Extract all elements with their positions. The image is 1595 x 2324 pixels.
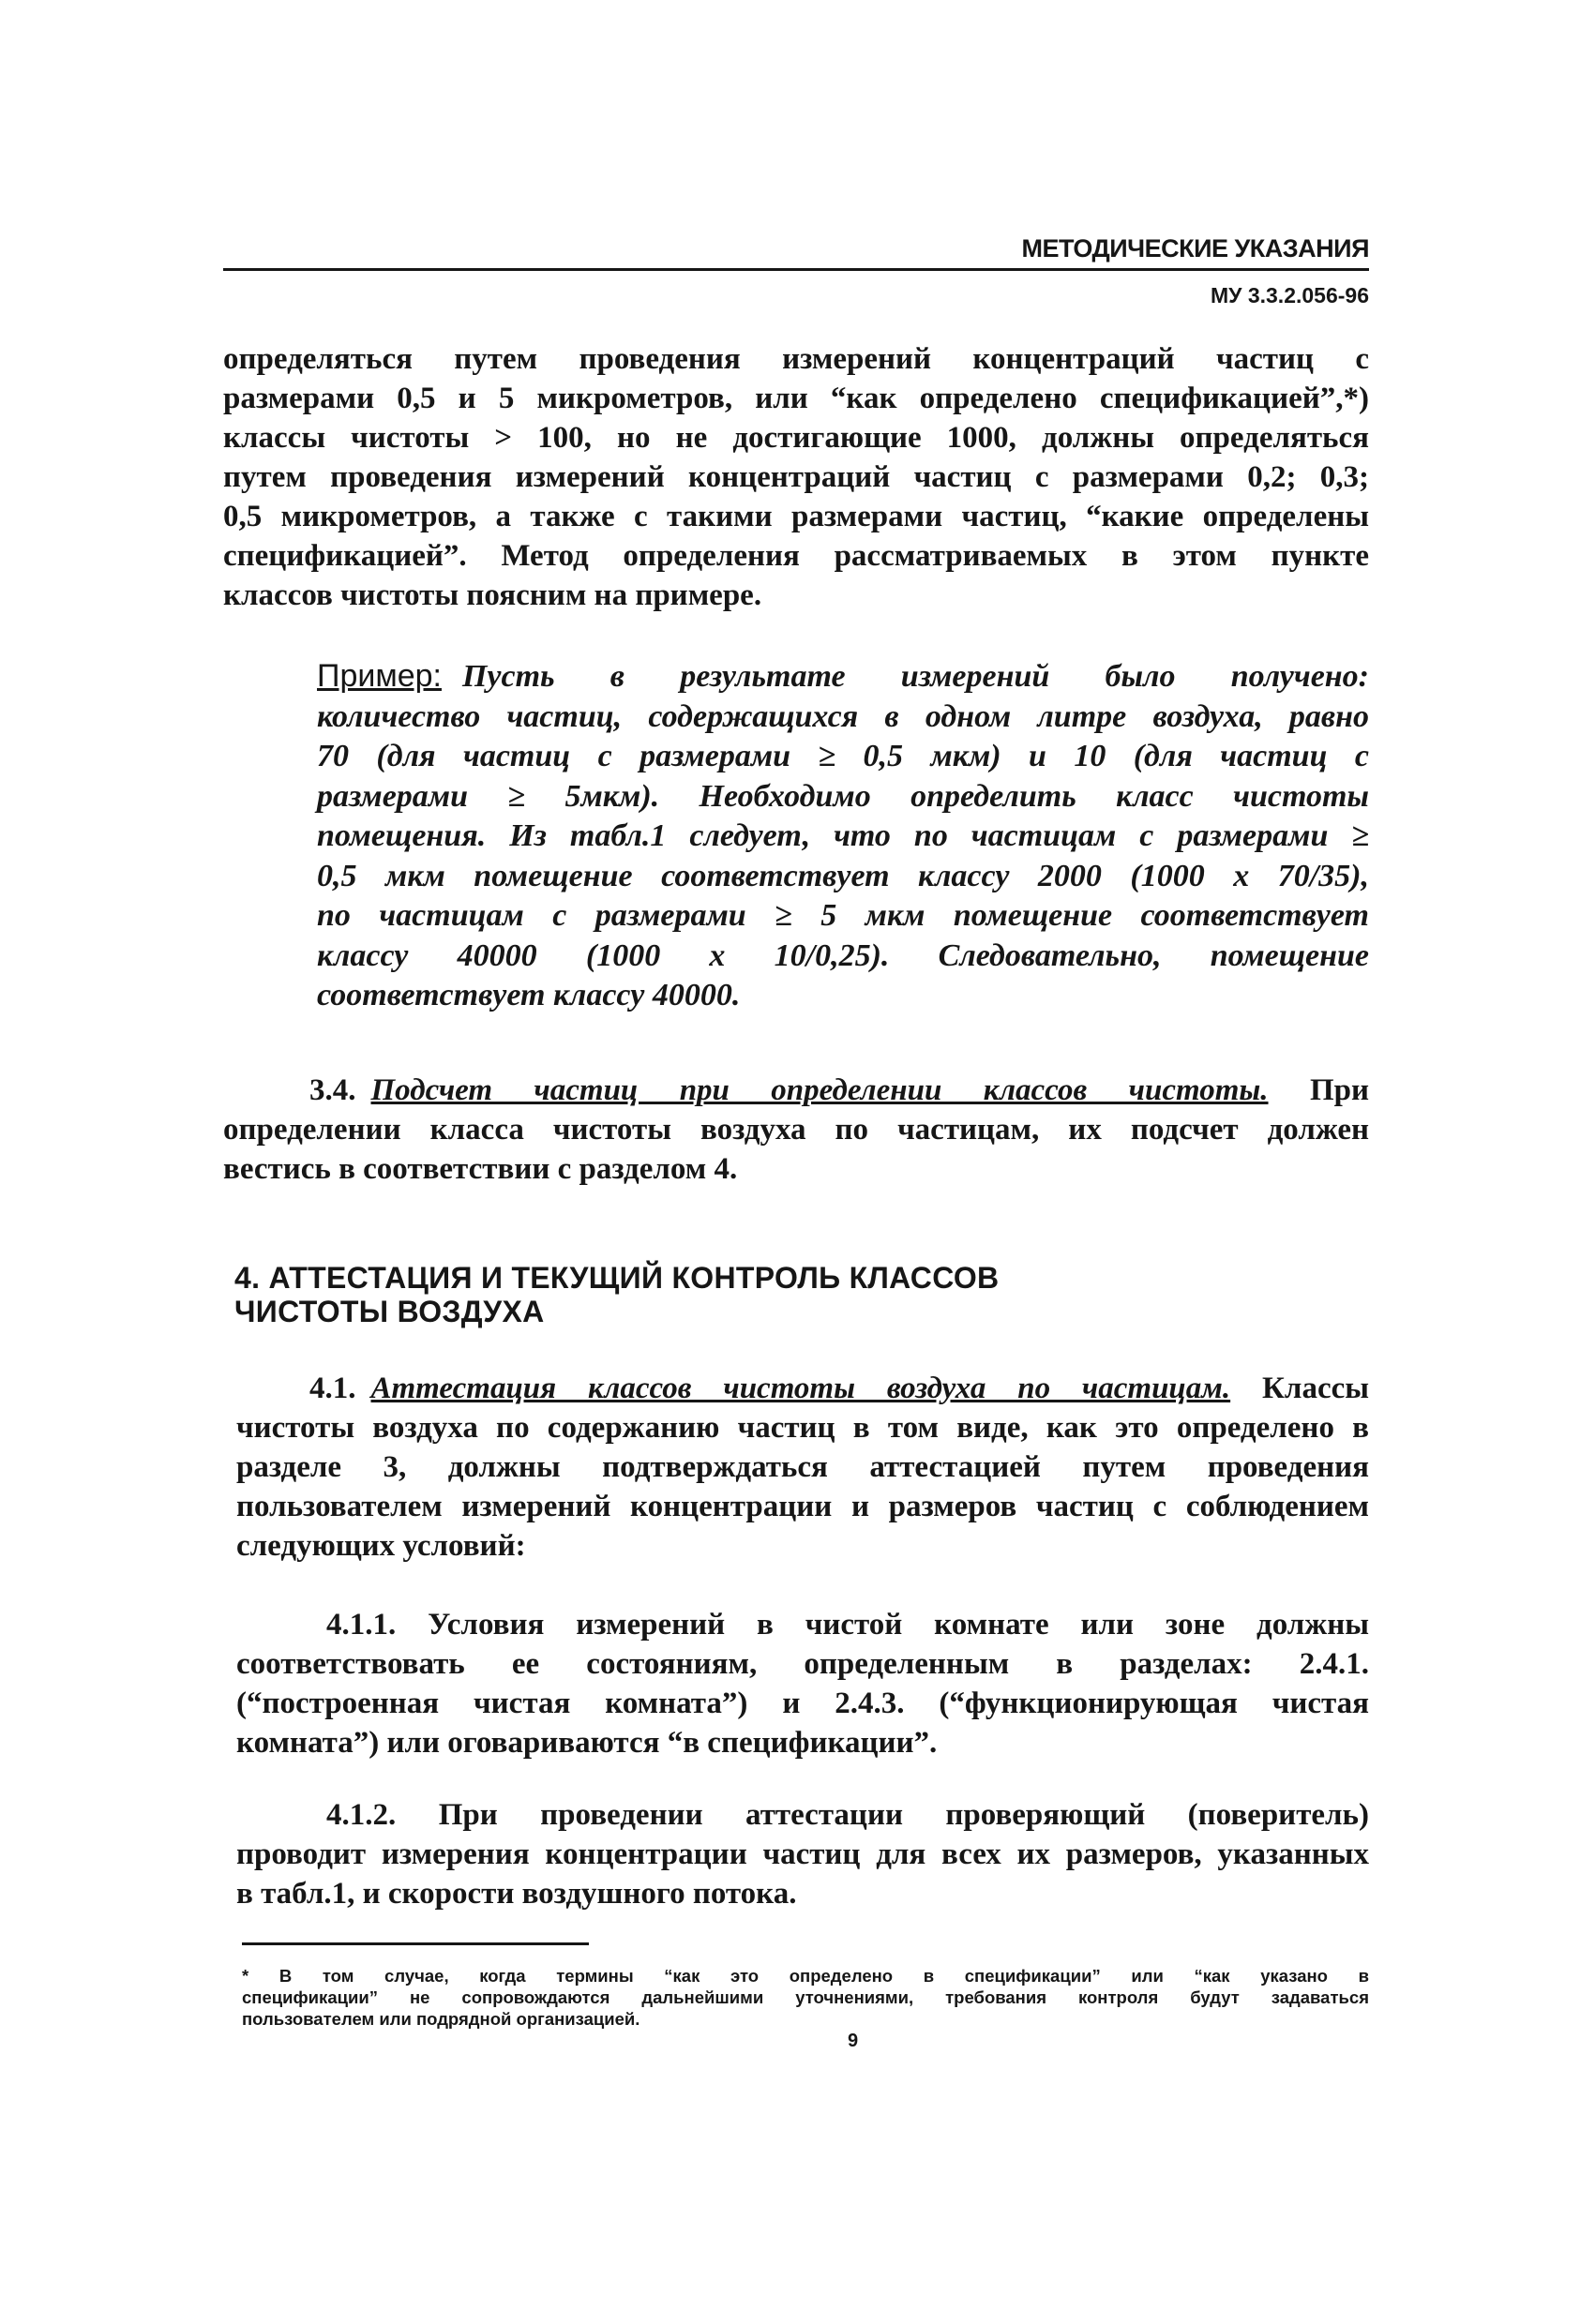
text-line: классу 40000 (1000 x 10/0,25). Следовательно, помещение <box>317 937 1369 973</box>
example-label: Пример: <box>317 658 442 694</box>
text-fragment: Классы <box>1262 1372 1370 1405</box>
text-line: соответствовать ее состояниям, определенным в разделах: 2.4.1. <box>236 1647 1369 1681</box>
text-line: проводит измерения концентрации частиц для всех их размеров, указанных <box>236 1837 1369 1871</box>
text-line: 4.1.1. Условия измерений в чистой комнате или зоне должны <box>326 1608 1369 1642</box>
example-first-line <box>317 656 1369 697</box>
text-line: разделе 3, должны подтверждаться аттестацией путем проведения <box>236 1450 1369 1484</box>
text-line: 4.1.2. При проведении аттестации проверяющий (поверитель) <box>326 1798 1369 1832</box>
text-line: размерами 0,5 и 5 микрометров, или “как определено спецификацией”,*) <box>223 382 1369 415</box>
text-line: чистоты воздуха по содержанию частиц в том виде, как это определено в <box>236 1411 1369 1445</box>
section-title: Аттестация классов чистоты воздуха по частицам. <box>370 1372 1231 1405</box>
text-line: классов чистоты поясним на примере. <box>223 578 762 612</box>
text-line: пользователем измерений концентрации и размеров частиц с соблюдением <box>236 1490 1369 1523</box>
section-4-heading <box>234 1261 1369 1328</box>
footnote <box>242 1965 1369 2030</box>
text-line: путем проведения измерений концентраций частиц с размерами 0,2; 0,3; <box>223 460 1369 494</box>
text-line: комната”) или оговариваются “в спецификации”. <box>236 1726 938 1760</box>
footnote-line: пользователем или подрядной организацией. <box>242 2009 640 2029</box>
text-line: определяться путем проведения измерений концентраций частиц с <box>223 342 1369 376</box>
text-line: 0,5 микрометров, а также с такими размерами частиц, “какие определены <box>223 500 1369 533</box>
text-line: 0,5 мкм помещение соответствует классу 2000 (1000 x 70/35), <box>317 858 1369 893</box>
section-number: 4.1. <box>309 1372 356 1405</box>
text-line: соответствует классу 40000. <box>317 978 741 1012</box>
heading-line: ЧИСТОТЫ ВОЗДУХА <box>234 1295 545 1328</box>
header-rule <box>223 268 1369 271</box>
text-line: Пусть в результате измерений было получено: <box>461 659 1369 694</box>
section-4-1 <box>236 1369 1369 1566</box>
document-code: МУ 3.3.2.056-96 <box>1210 283 1369 307</box>
page-number: 9 <box>847 2031 859 2051</box>
text-fragment: При <box>1309 1073 1369 1107</box>
footnote-line: спецификации” не сопровождаются дальнейшими уточнениями, требования контроля будут задаваться <box>242 1987 1369 2007</box>
text-line: в табл.1, и скорости воздушного потока. <box>236 1877 797 1911</box>
section-first-line <box>223 1071 1369 1110</box>
section-3-4 <box>223 1071 1369 1189</box>
text-line: вестись в соответствии с разделом 4. <box>223 1152 738 1186</box>
section-number: 3.4. <box>309 1073 356 1107</box>
text-line: по частицам с размерами ≥ 5 мкм помещение соответствует <box>317 898 1369 933</box>
section-4-1-1 <box>236 1605 1369 1762</box>
text-line: (“построенная чистая комната”) и 2.4.3. (“функционирующая чистая <box>236 1687 1369 1720</box>
text-line: следующих условий: <box>236 1529 526 1563</box>
text-line: помещения. Из табл.1 следует, что по частицам с размерами ≥ <box>317 818 1369 853</box>
text-line: количество частиц, содержащихся в одном литре воздуха, равно <box>317 698 1369 734</box>
example-block <box>317 656 1369 1016</box>
text-line: классы чистоты > 100, но не достигающие 1000, должны определяться <box>223 421 1369 455</box>
text-line: размерами ≥ 5мкм). Необходимо определить класс чистоты <box>317 778 1369 814</box>
footnote-rule <box>242 1942 589 1945</box>
heading-line: 4. АТТЕСТАЦИЯ И ТЕКУЩИЙ КОНТРОЛЬ КЛАССОВ <box>234 1261 1000 1295</box>
section-4-1-2 <box>236 1795 1369 1913</box>
header-title: МЕТОДИЧЕСКИЕ УКАЗАНИЯ <box>1021 234 1369 262</box>
text-line: 70 (для частиц с размерами ≥ 0,5 мкм) и 10 (для частиц с <box>317 739 1369 773</box>
section-first-line <box>236 1369 1369 1408</box>
footnote-line: * В том случае, когда термины “как это определено в спецификации” или “как указано в <box>242 1966 1369 1986</box>
text-line: спецификацией”. Метод определения рассматриваемых в этом пункте <box>223 539 1369 573</box>
paragraph-continuation <box>223 339 1369 615</box>
text-line: определении класса чистоты воздуха по частицам, их подсчет должен <box>223 1113 1369 1147</box>
section-title: Подсчет частиц при определении классов чистоты. <box>370 1073 1269 1107</box>
